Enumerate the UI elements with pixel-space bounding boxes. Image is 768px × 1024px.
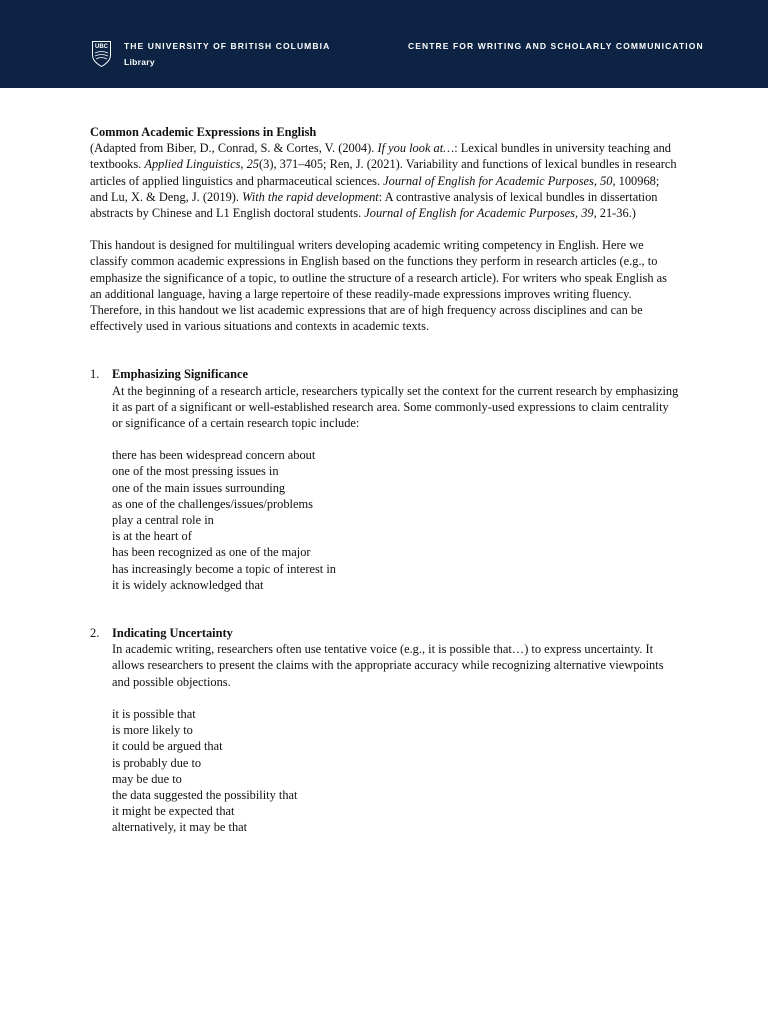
citation-italic: Applied Linguistics, 25 xyxy=(144,157,260,172)
document-header xyxy=(0,0,768,88)
section-number: 2. xyxy=(90,626,100,641)
expression-item: is at the heart of xyxy=(112,529,192,544)
citation-italic: If you look at… xyxy=(377,141,455,156)
ubc-crest-logo xyxy=(92,41,111,67)
citation-italic: Journal of English for Academic Purposes, 50, xyxy=(383,173,616,188)
document-title: Common Academic Expressions in English xyxy=(90,125,317,139)
section-body: In academic writing, researchers often use tentative voice (e.g., it is possible that…) to express uncertainty. It allows researchers to present the claims with the appropriate accuracy while recognizing alternative viewpoints and possible objections. xyxy=(112,642,664,689)
expression-item: the data suggested the possibility that xyxy=(112,787,298,802)
citation-paragraph xyxy=(90,140,680,221)
expression-item: alternatively, it may be that xyxy=(112,820,248,835)
citation-italic: With the rapid development xyxy=(242,189,379,204)
library-label: Library xyxy=(124,57,155,67)
section-title: Emphasizing Significance xyxy=(112,367,248,382)
citation-text: : A contrastive analysis of lexical bundles in dissertation abstracts by Chinese and L1 English doctoral students. xyxy=(90,189,658,221)
expression-item: as one of the challenges/issues/problems xyxy=(112,496,313,511)
centre-name: CENTRE FOR WRITING AND SCHOLARLY COMMUNICATION xyxy=(408,41,704,51)
citation-text: 21-36.) xyxy=(596,206,636,221)
expression-item: there has been widespread concern about xyxy=(112,448,316,463)
expression-item: it is possible that xyxy=(112,706,196,721)
expression-item: one of the most pressing issues in xyxy=(112,464,279,479)
expression-item: has been recognized as one of the major xyxy=(112,545,311,560)
section-emphasizing-significance xyxy=(90,366,680,593)
section-title: Indicating Uncertainty xyxy=(112,626,233,641)
expression-item: it is widely acknowledged that xyxy=(112,577,264,592)
section-body: At the beginning of a research article, researchers typically set the context for the current research by emphasizing it as part of a significant or well-established research area. Some commonly-used expressions to claim centrality or significance of a certain research topic include: xyxy=(112,383,679,431)
expression-item: has increasingly become a topic of interest in xyxy=(112,561,336,576)
expression-item: may be due to xyxy=(112,771,182,786)
citation-italic: Journal of English for Academic Purposes, 39, xyxy=(364,206,597,221)
section-number: 1. xyxy=(90,367,100,382)
expression-item: is probably due to xyxy=(112,755,202,770)
university-name: THE UNIVERSITY OF BRITISH COLUMBIA xyxy=(124,41,331,51)
document-body xyxy=(90,124,680,836)
expression-item: it might be expected that xyxy=(112,804,235,819)
expression-item: play a central role in xyxy=(112,513,214,528)
section-indicating-uncertainty xyxy=(90,625,680,835)
citation-text: (Adapted from Biber, D., Conrad, S. & Cortes, V. (2004). xyxy=(90,141,378,156)
intro-paragraph: This handout is designed for multilingual writers developing academic writing competency in English. Here we classify common academic expressions in English based on the functions they perform in research articles (e.g., to emphasize the significance of a topic, to outline the structure of a research article). For writers who speak English as an additional language, having a large repertoire of these readily-made expressions improves writing fluency. Therefore, in this handout we list academic expressions that are of high frequency across disciplines and can be effectively used in various situations and contexts in academic texts. xyxy=(90,238,667,334)
expression-item: one of the main issues surrounding xyxy=(112,480,286,495)
expression-item: it could be argued that xyxy=(112,739,223,754)
citation-text: (3), 371–405; Ren, J. (2021). Variability and functions of lexical bundles in research articles of applied linguistics and pharmaceutical sciences. xyxy=(90,157,677,188)
expression-item: is more likely to xyxy=(112,723,193,738)
citation-text: : Lexical bundles in university teaching and textbooks. xyxy=(90,141,671,172)
crest-text: UBC xyxy=(95,44,108,50)
citation-text: 100968; and Lu, X. & Deng, J. (2019). xyxy=(90,173,660,204)
